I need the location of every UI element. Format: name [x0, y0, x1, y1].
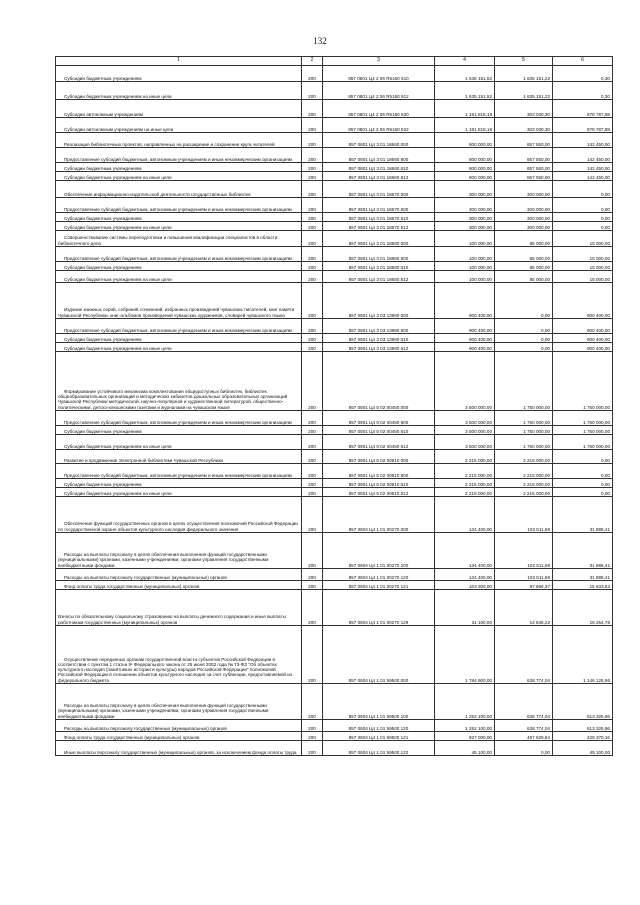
row-classification-cell: 857 0804 Ц4 1 01 00270 120	[323, 569, 435, 581]
row-code-cell: 200	[302, 100, 323, 118]
row-executed-cell: 1 750 000,00	[495, 426, 553, 435]
row-code-cell: 200	[302, 464, 323, 479]
row-unexecuted-cell: 0,00	[553, 213, 613, 222]
row-name-cell: Субсидии автономным учреждениям на иные цели	[56, 118, 302, 133]
row-unexecuted-cell: 878 787,88	[553, 118, 613, 133]
row-unexecuted-cell: 429 370,16	[553, 732, 613, 741]
row-approved-cell: 103 300,00	[435, 581, 495, 590]
row-executed-cell: 638 774,04	[495, 626, 553, 684]
row-executed-cell: 102 511,59	[495, 569, 553, 581]
row-classification-cell: 857 0801 Ц4 3 03 13980 612	[323, 343, 435, 352]
row-code-cell: 200	[302, 198, 323, 213]
row-approved-cell: 300 000,00	[435, 222, 495, 231]
row-classification-cell: 857 0801 Ц4 2 06 R5160 622	[323, 118, 435, 133]
row-executed-cell: 2 215 000,00	[495, 488, 553, 497]
row-approved-cell: 900 400,00	[435, 334, 495, 343]
row-code-cell: 200	[302, 148, 323, 163]
row-unexecuted-cell: 31 888,41	[553, 497, 613, 533]
row-code-cell: 200	[302, 262, 323, 271]
row-unexecuted-cell: 0,00	[553, 198, 613, 213]
table-row	[56, 479, 613, 488]
table-row	[56, 334, 613, 343]
row-name-cell: Иные выплаты персоналу государственных (муниципальных) органов, за исключением фонда оплаты труда	[56, 741, 302, 756]
table-row	[56, 66, 613, 82]
table-row	[56, 172, 613, 181]
row-unexecuted-cell: 900 400,00	[553, 319, 613, 334]
row-name-cell: Расходы на выплаты персоналу государственных (муниципальных) органов	[56, 569, 302, 581]
row-approved-cell: 3 500 000,00	[435, 426, 495, 435]
row-approved-cell: 1 252 100,00	[435, 720, 495, 732]
row-code-cell: 200	[302, 488, 323, 497]
row-executed-cell: 1 750 000,00	[495, 352, 553, 411]
row-approved-cell: 1 635 151,52	[435, 82, 495, 100]
row-unexecuted-cell: 900 400,00	[553, 283, 613, 319]
row-name-cell: Субсидии бюджетным учреждениям	[56, 262, 302, 271]
row-classification-cell: 857 0801 Ц4 5 02 00810 610	[323, 479, 435, 488]
row-executed-cell: 657 550,00	[495, 148, 553, 163]
row-code-cell: 200	[302, 741, 323, 756]
row-approved-cell: 900 400,00	[435, 319, 495, 334]
table-row	[56, 82, 613, 100]
row-name-cell: Субсидии бюджетным учреждениям на иные цели	[56, 435, 302, 450]
row-code-cell: 200	[302, 247, 323, 262]
row-executed-cell: 300 000,00	[495, 213, 553, 222]
page-number: 132	[313, 36, 327, 46]
row-approved-cell: 2 215 000,00	[435, 450, 495, 464]
row-unexecuted-cell: 15 000,00	[553, 262, 613, 271]
table-row	[56, 684, 613, 720]
row-name-cell: Предоставление субсидий бюджетным, автономным учреждениям и иным некоммерческим организациям	[56, 464, 302, 479]
row-code-cell: 200	[302, 435, 323, 450]
table-row	[56, 319, 613, 334]
row-unexecuted-cell: 1 750 000,00	[553, 435, 613, 450]
row-code-cell: 200	[302, 581, 323, 590]
row-name-cell: Субсидии бюджетным учреждениям на иные цели	[56, 222, 302, 231]
row-code-cell: 200	[302, 479, 323, 488]
row-name-cell: Совершенствование системы переподготовки и повышения квалификации специалистов в области библиотечного дела	[56, 231, 302, 247]
table-row	[56, 100, 613, 118]
row-code-cell: 200	[302, 213, 323, 222]
table-row	[56, 283, 613, 319]
row-executed-cell: 85 000,00	[495, 271, 553, 283]
table-row	[56, 222, 613, 231]
row-approved-cell: 100 000,00	[435, 271, 495, 283]
table-row	[56, 533, 613, 569]
row-executed-cell: 0,00	[495, 343, 553, 352]
row-name-cell: Фонд оплаты труда государственных (муниципальных) органов	[56, 581, 302, 590]
table-row	[56, 732, 613, 741]
row-unexecuted-cell: 613 325,96	[553, 720, 613, 732]
row-executed-cell: 1 750 000,00	[495, 435, 553, 450]
table-row	[56, 213, 613, 222]
row-classification-cell: 857 0804 Ц4 1 01 59500 122	[323, 741, 435, 756]
row-unexecuted-cell: 1 750 000,00	[553, 426, 613, 435]
table-row	[56, 411, 613, 426]
row-approved-cell: 1 181 818,18	[435, 118, 495, 133]
row-approved-cell: 800 000,00	[435, 163, 495, 172]
row-code-cell: 200	[302, 163, 323, 172]
header-cell: 5	[495, 57, 553, 66]
row-unexecuted-cell: 0,00	[553, 479, 613, 488]
table-row	[56, 488, 613, 497]
row-classification-cell: 857 0801 Ц4 2 06 R5160 610	[323, 66, 435, 82]
row-executed-cell: 657 550,00	[495, 133, 553, 148]
row-classification-cell: 857 0801 Ц4 2 06 R5160 612	[323, 82, 435, 100]
row-code-cell: 200	[302, 533, 323, 569]
table-row	[56, 148, 613, 163]
row-executed-cell: 1 635 151,22	[495, 82, 553, 100]
row-code-cell: 200	[302, 411, 323, 426]
row-name-cell: Фонд оплаты труда государственных (муниципальных) органов	[56, 732, 302, 741]
row-code-cell: 200	[302, 497, 323, 533]
row-unexecuted-cell: 15 633,63	[553, 581, 613, 590]
row-name-cell: Субсидии бюджетным учреждениям на иные цели	[56, 271, 302, 283]
row-name-cell: Субсидии автономным учреждениям	[56, 100, 302, 118]
row-unexecuted-cell: 1 750 000,00	[553, 352, 613, 411]
row-code-cell: 200	[302, 684, 323, 720]
row-name-cell: Субсидии бюджетным учреждениям на иные цели	[56, 82, 302, 100]
row-executed-cell: 0,00	[495, 741, 553, 756]
row-approved-cell: 900 400,00	[435, 343, 495, 352]
row-unexecuted-cell: 0,00	[553, 450, 613, 464]
row-unexecuted-cell: 0,00	[553, 181, 613, 198]
row-executed-cell: 2 215 000,00	[495, 464, 553, 479]
row-code-cell: 200	[302, 283, 323, 319]
row-classification-cell: 857 0801 Ц4 5 02 00450 000	[323, 352, 435, 411]
row-name-cell: Осуществление переданных органам государственной власти субъектов Российской Федерации в соответствии с пунктом 1 статьи 9¹ Федерального закона от 25 июня 2002 года № 73-ФЗ "Об объектах культурного наследия (памятниках истории и культуры) народов Российской Федерации" полномочий Российской Федерации в отношении объектов культурного наследия за счет субвенции, предоставляемой из федерального бюджета	[56, 626, 302, 684]
row-classification-cell: 857 0801 Ц4 3 03 13980 600	[323, 319, 435, 334]
table-row	[56, 181, 613, 198]
row-approved-cell: 1 784 900,00	[435, 626, 495, 684]
row-name-cell: Развитие и продвижение Электронной библиотеки Чувашской Республики	[56, 450, 302, 464]
table-row	[56, 581, 613, 590]
header-cell: 1	[56, 57, 302, 66]
row-classification-cell: 857 0801 Ц4 3 01 18670 000	[323, 181, 435, 198]
row-classification-cell: 857 0804 Ц4 1 01 00270 100	[323, 533, 435, 569]
row-code-cell: 200	[302, 271, 323, 283]
row-executed-cell: 14 845,22	[495, 590, 553, 626]
row-unexecuted-cell: 1 750 000,00	[553, 411, 613, 426]
row-name-cell: Предоставление субсидий бюджетным, автономным учреждениям и иным некоммерческим организациям	[56, 247, 302, 262]
table-row	[56, 231, 613, 247]
table-row	[56, 590, 613, 626]
row-executed-cell: 497 629,84	[495, 732, 553, 741]
row-name-cell: Субсидии бюджетным учреждениям на иные цели	[56, 343, 302, 352]
row-classification-cell: 857 0801 Ц4 3 01 18680 610	[323, 262, 435, 271]
row-executed-cell: 85 000,00	[495, 231, 553, 247]
row-code-cell: 200	[302, 231, 323, 247]
row-code-cell: 200	[302, 133, 323, 148]
row-approved-cell: 100 000,00	[435, 262, 495, 271]
row-code-cell: 200	[302, 343, 323, 352]
row-executed-cell: 657 550,00	[495, 163, 553, 172]
row-approved-cell: 1 181 818,18	[435, 100, 495, 118]
row-approved-cell: 1 252 100,00	[435, 684, 495, 720]
row-classification-cell: 857 0801 Ц4 3 01 18680 000	[323, 231, 435, 247]
row-unexecuted-cell: 613 325,96	[553, 684, 613, 720]
row-classification-cell: 857 0801 Ц4 3 01 18660 610	[323, 163, 435, 172]
row-executed-cell: 2 215 000,00	[495, 450, 553, 464]
row-name-cell: Субсидии бюджетным учреждениям	[56, 334, 302, 343]
table-row	[56, 569, 613, 581]
row-code-cell: 200	[302, 334, 323, 343]
row-classification-cell: 857 0801 Ц4 2 06 R5160 620	[323, 100, 435, 118]
row-approved-cell: 300 000,00	[435, 198, 495, 213]
row-code-cell: 200	[302, 569, 323, 581]
row-executed-cell: 85 000,00	[495, 262, 553, 271]
row-unexecuted-cell: 900 400,00	[553, 334, 613, 343]
row-approved-cell: 100 000,00	[435, 247, 495, 262]
row-executed-cell: 657 550,00	[495, 172, 553, 181]
row-approved-cell: 300 000,00	[435, 181, 495, 198]
row-code-cell: 200	[302, 181, 323, 198]
row-approved-cell: 3 500 000,00	[435, 411, 495, 426]
row-executed-cell: 303 030,30	[495, 118, 553, 133]
table-row	[56, 626, 613, 684]
row-classification-cell: 857 0804 Ц4 1 01 59500 120	[323, 720, 435, 732]
table-row	[56, 271, 613, 283]
row-approved-cell: 134 400,00	[435, 497, 495, 533]
row-code-cell: 200	[302, 450, 323, 464]
row-name-cell: Субсидии бюджетным учреждениям на иные цели	[56, 172, 302, 181]
row-unexecuted-cell: 0,30	[553, 66, 613, 82]
row-classification-cell: 857 0801 Ц4 3 01 18680 612	[323, 271, 435, 283]
row-classification-cell: 857 0801 Ц4 3 01 18660 000	[323, 133, 435, 148]
row-name-cell: Издание книжных серий, собраний сочинений, избранных произведений чувашских писателей, книг памяти Чувашской Республики, книг-альбомов произведений чувашских художников, словарей чувашского языка	[56, 283, 302, 319]
row-code-cell: 200	[302, 222, 323, 231]
row-name-cell: Предоставление субсидий бюджетным, автономным учреждениям и иным некоммерческим организациям	[56, 198, 302, 213]
row-executed-cell: 85 000,00	[495, 247, 553, 262]
table-row	[56, 741, 613, 756]
table-row	[56, 426, 613, 435]
row-code-cell: 200	[302, 732, 323, 741]
row-classification-cell: 857 0801 Ц4 3 01 18680 600	[323, 247, 435, 262]
table-row	[56, 343, 613, 352]
header-cell: 3	[323, 57, 435, 66]
row-classification-cell: 857 0801 Ц4 5 02 00810 612	[323, 488, 435, 497]
row-unexecuted-cell: 15 000,00	[553, 247, 613, 262]
row-approved-cell: 800 000,00	[435, 172, 495, 181]
row-name-cell: Предоставление субсидий бюджетным, автономным учреждениям и иным некоммерческим организациям	[56, 319, 302, 334]
row-classification-cell: 857 0801 Ц4 3 03 13980 000	[323, 283, 435, 319]
row-classification-cell: 857 0804 Ц4 1 01 59500 100	[323, 684, 435, 720]
row-classification-cell: 857 0804 Ц4 1 01 59500 000	[323, 626, 435, 684]
row-unexecuted-cell: 0,00	[553, 488, 613, 497]
row-code-cell: 200	[302, 82, 323, 100]
row-unexecuted-cell: 0,00	[553, 222, 613, 231]
row-executed-cell: 1 635 151,22	[495, 66, 553, 82]
row-name-cell: Субсидии бюджетным учреждениям	[56, 426, 302, 435]
row-code-cell: 200	[302, 426, 323, 435]
row-approved-cell: 1 635 151,52	[435, 66, 495, 82]
row-approved-cell: 800 000,00	[435, 133, 495, 148]
row-approved-cell: 900 400,00	[435, 283, 495, 319]
row-name-cell: Реализация библиотечных проектов, направленных на расширение и сохранение круга читателей	[56, 133, 302, 148]
row-name-cell: Предоставление субсидий бюджетным, автономным учреждениям и иным некоммерческим организациям	[56, 148, 302, 163]
row-executed-cell: 300 000,00	[495, 222, 553, 231]
row-executed-cell: 1 750 000,00	[495, 411, 553, 426]
row-executed-cell: 2 215 000,00	[495, 479, 553, 488]
row-name-cell: Субсидии бюджетным учреждениям на иные цели	[56, 488, 302, 497]
row-classification-cell: 857 0804 Ц4 1 01 00270 000	[323, 497, 435, 533]
header-cell: 2	[302, 57, 323, 66]
row-executed-cell: 638 774,04	[495, 720, 553, 732]
row-classification-cell: 857 0801 Ц4 5 02 00450 612	[323, 435, 435, 450]
row-approved-cell: 2 215 000,00	[435, 464, 495, 479]
table-row	[56, 118, 613, 133]
table-header-row	[56, 57, 613, 66]
row-classification-cell: 857 0801 Ц4 5 02 00810 000	[323, 450, 435, 464]
table-row	[56, 163, 613, 172]
row-code-cell: 200	[302, 590, 323, 626]
row-code-cell: 200	[302, 118, 323, 133]
table-row	[56, 497, 613, 533]
row-unexecuted-cell: 45 100,00	[553, 741, 613, 756]
row-unexecuted-cell: 900 400,00	[553, 343, 613, 352]
row-unexecuted-cell: 1 146 125,96	[553, 626, 613, 684]
row-executed-cell: 102 511,59	[495, 533, 553, 569]
row-name-cell: Субсидии бюджетным учреждениям	[56, 479, 302, 488]
row-approved-cell: 45 100,00	[435, 741, 495, 756]
row-executed-cell: 87 666,37	[495, 581, 553, 590]
row-code-cell: 200	[302, 720, 323, 732]
row-classification-cell: 857 0801 Ц4 3 01 18670 612	[323, 222, 435, 231]
row-code-cell: 200	[302, 352, 323, 411]
row-approved-cell: 134 400,00	[435, 569, 495, 581]
header-cell: 4	[435, 57, 495, 66]
row-executed-cell: 300 000,00	[495, 198, 553, 213]
row-unexecuted-cell: 142 450,00	[553, 172, 613, 181]
row-unexecuted-cell: 142 450,00	[553, 163, 613, 172]
row-classification-cell: 857 0801 Ц4 3 01 18660 600	[323, 148, 435, 163]
row-classification-cell: 857 0804 Ц4 1 01 00270 129	[323, 590, 435, 626]
row-approved-cell: 300 000,00	[435, 213, 495, 222]
row-name-cell: Формирование устойчивого механизма комплектования общедоступных библиотек, библиотек общеобразовательных организаций и методических кабинетов дошкольных образовательных организаций Чувашской Республики методической, научно-популярной и художественной литературой, общественно-политическими, детско-юношескими газетами и журналами на чувашском языке	[56, 352, 302, 411]
row-approved-cell: 100 000,00	[435, 231, 495, 247]
row-name-cell: Субсидии бюджетным учреждениям	[56, 163, 302, 172]
row-approved-cell: 2 215 000,00	[435, 479, 495, 488]
row-executed-cell: 0,00	[495, 283, 553, 319]
row-executed-cell: 0,00	[495, 319, 553, 334]
row-classification-cell: 857 0801 Ц4 5 02 00450 610	[323, 426, 435, 435]
row-unexecuted-cell: 0,00	[553, 464, 613, 479]
row-executed-cell: 102 511,59	[495, 497, 553, 533]
table-row	[56, 720, 613, 732]
row-executed-cell: 638 774,04	[495, 684, 553, 720]
row-name-cell: Субсидии бюджетным учреждениям	[56, 213, 302, 222]
row-name-cell: Обеспечение информационно-издательской деятельности государственных библиотек	[56, 181, 302, 198]
row-unexecuted-cell: 15 000,00	[553, 271, 613, 283]
row-classification-cell: 857 0801 Ц4 3 01 18670 610	[323, 213, 435, 222]
budget-table	[55, 56, 613, 756]
table-row	[56, 450, 613, 464]
table-row	[56, 262, 613, 271]
row-approved-cell: 134 400,00	[435, 533, 495, 569]
row-classification-cell: 857 0801 Ц4 3 03 13980 610	[323, 334, 435, 343]
row-code-cell: 200	[302, 319, 323, 334]
row-approved-cell: 3 500 000,00	[435, 435, 495, 450]
row-code-cell: 200	[302, 172, 323, 181]
row-approved-cell: 927 000,00	[435, 732, 495, 741]
row-classification-cell: 857 0801 Ц4 5 02 00450 600	[323, 411, 435, 426]
row-classification-cell: 857 0801 Ц4 3 01 18670 600	[323, 198, 435, 213]
table-row	[56, 247, 613, 262]
table-row	[56, 352, 613, 411]
row-unexecuted-cell: 0,30	[553, 82, 613, 100]
row-classification-cell: 857 0801 Ц4 3 01 18660 612	[323, 172, 435, 181]
row-unexecuted-cell: 16 254,78	[553, 590, 613, 626]
row-unexecuted-cell: 31 888,41	[553, 569, 613, 581]
table-row	[56, 133, 613, 148]
row-name-cell: Расходы на выплаты персоналу государственных (муниципальных) органов	[56, 720, 302, 732]
row-unexecuted-cell: 31 888,41	[553, 533, 613, 569]
table-row	[56, 198, 613, 213]
row-name-cell: Предоставление субсидий бюджетным, автономным учреждениям и иным некоммерческим организациям	[56, 411, 302, 426]
row-approved-cell: 800 000,00	[435, 148, 495, 163]
row-name-cell: Взносы по обязательному социальному страхованию на выплаты денежного содержания и иные выплаты работникам государственных (муниципальных) органов	[56, 590, 302, 626]
row-executed-cell: 300 000,00	[495, 181, 553, 198]
row-approved-cell: 3 500 000,00	[435, 352, 495, 411]
row-code-cell: 200	[302, 626, 323, 684]
table-row	[56, 435, 613, 450]
row-code-cell: 200	[302, 66, 323, 82]
row-name-cell: Обеспечение функций государственных органов в целях осуществления полномочий Российской Федерации по государственной охране объектов культурного наследия федерального значения	[56, 497, 302, 533]
row-unexecuted-cell: 142 450,00	[553, 148, 613, 163]
row-unexecuted-cell: 15 000,00	[553, 231, 613, 247]
row-classification-cell: 857 0801 Ц4 5 02 00810 600	[323, 464, 435, 479]
table-row	[56, 464, 613, 479]
row-approved-cell: 2 215 000,00	[435, 488, 495, 497]
row-unexecuted-cell: 878 787,88	[553, 100, 613, 118]
row-classification-cell: 857 0804 Ц4 1 01 59500 121	[323, 732, 435, 741]
row-approved-cell: 31 100,00	[435, 590, 495, 626]
row-executed-cell: 303 030,30	[495, 100, 553, 118]
row-unexecuted-cell: 142 450,00	[553, 133, 613, 148]
header-cell: 6	[553, 57, 613, 66]
row-name-cell: Расходы на выплаты персоналу в целях обеспечения выполнения функций государственными (муниципальными) органами, казенными учреждениями, органами управления государственными внебюджетными фондами	[56, 684, 302, 720]
row-name-cell: Расходы на выплаты персоналу в целях обеспечения выполнения функций государственными (муниципальными) органами, казенными учреждениями, органами управления государственными внебюджетными фондами	[56, 533, 302, 569]
row-name-cell: Субсидии бюджетным учреждениям	[56, 66, 302, 82]
row-classification-cell: 857 0804 Ц4 1 01 00270 121	[323, 581, 435, 590]
row-executed-cell: 0,00	[495, 334, 553, 343]
